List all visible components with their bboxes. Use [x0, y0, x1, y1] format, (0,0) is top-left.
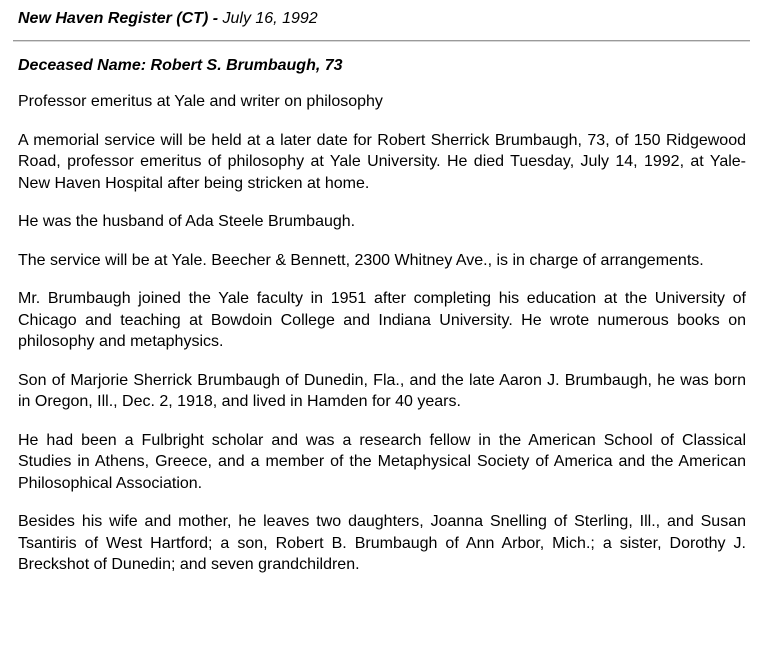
header-separator: -: [208, 10, 223, 27]
obituary-paragraph: Besides his wife and mother, he leaves two daughters, Joanna Snelling of Sterling, Ill., and Susan Tsantiris of West Hartford; a son, Robert B. Brumbaugh of Ann Arbor, Mich.; a sister, Dorothy J. Breckshot of Dunedin; and seven grandchildren.: [18, 513, 746, 573]
publication-name: New Haven Register (CT): [18, 10, 209, 27]
publication-header: [18, 9, 318, 29]
obituary-body: [18, 56, 746, 593]
deceased-name: Deceased Name: Robert S. Brumbaugh, 73: [18, 57, 343, 74]
obituary-paragraph: Mr. Brumbaugh joined the Yale faculty in 1951 after completing his education at the University of Chicago and teaching at Bowdoin College and Indiana University. He wrote numerous books on philosophy and metaphysics.: [18, 290, 746, 350]
obituary-paragraph: He was the husband of Ada Steele Brumbaugh.: [18, 213, 356, 230]
obituary-paragraph: Son of Marjorie Sherrick Brumbaugh of Dunedin, Fla., and the late Aaron J. Brumbaugh, he was born in Oregon, Ill., Dec. 2, 1918, and lived in Hamden for 40 years.: [18, 371, 746, 410]
obituary-paragraph: The service will be at Yale. Beecher & Bennett, 2300 Whitney Ave., is in charge of arrangements.: [18, 251, 704, 269]
obituary-paragraph: Professor emeritus at Yale and writer on philosophy: [18, 93, 383, 110]
publication-date: July 16, 1992: [222, 10, 318, 27]
header-divider: [13, 40, 750, 42]
obituary-paragraph: He had been a Fulbright scholar and was a research fellow in the American School of Classical Studies in Athens, Greece, and a member of the Metaphysical Society of America and the American Philosophical Association.: [18, 431, 746, 492]
obituary-paragraph: A memorial service will be held at a later date for Robert Sherrick Brumbaugh, 73, of 150 Ridgewood Road, professor emeritus of philosophy at Yale University. He died Tuesday, July 14, 1992, at Yale-New Haven Hospital after being stricken at home.: [18, 131, 746, 192]
